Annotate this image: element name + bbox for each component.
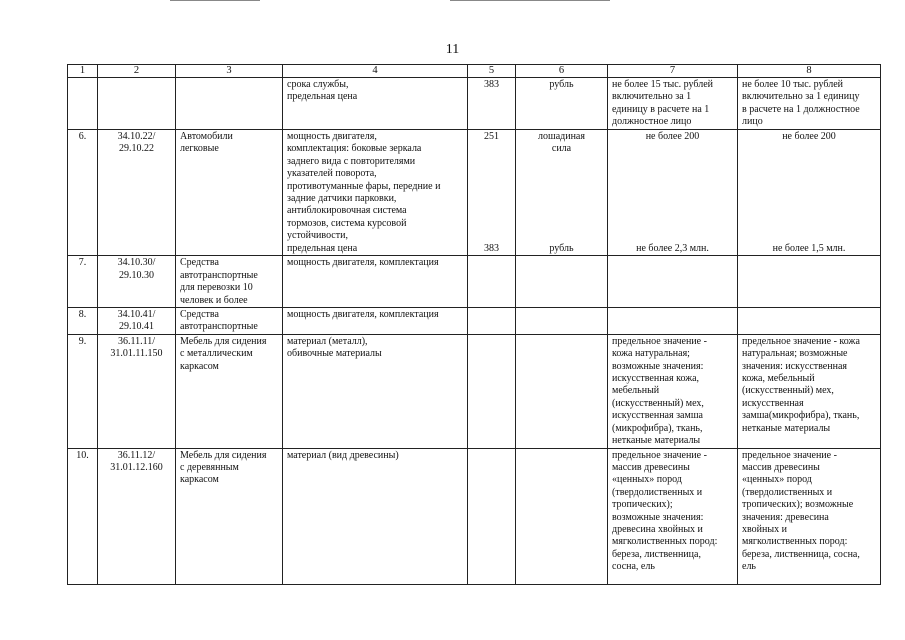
okei-code — [468, 130, 516, 256]
okei-code — [468, 448, 516, 584]
item-name: Мебель для сидения с металлическим каркасом — [176, 334, 283, 448]
row-number: 7. — [68, 256, 98, 308]
value-col8 — [738, 130, 881, 256]
value-col8-price: не более 1,5 млн. — [772, 243, 846, 254]
item-name — [176, 78, 283, 130]
unit-name: рубль — [516, 78, 608, 130]
okei-code: 383 — [468, 78, 516, 130]
col-header-1: 1 — [68, 65, 98, 78]
item-name: Средства автотранспортные — [176, 308, 283, 335]
value-col7 — [608, 308, 738, 335]
okpd-code: 34.10.30/ 29.10.30 — [98, 256, 176, 308]
value-col8: предельное значение - массив древесины «ценных» пород (твердолиственных и тропических); возможные значения: древесина хвойных и мягколиственных пород: береза, лиственница, сосна, ель — [738, 448, 881, 584]
col-header-6: 6 — [516, 65, 608, 78]
unit-name — [516, 334, 608, 448]
characteristic: материал (металл), обивочные материалы — [283, 334, 468, 448]
col-header-4: 4 — [283, 65, 468, 78]
okpd-code: 36.11.11/ 31.01.11.150 — [98, 334, 176, 448]
table-row — [68, 448, 881, 584]
value-col7-price: не более 2,3 млн. — [636, 243, 709, 254]
value-col7-power: не более 200 — [645, 131, 700, 142]
col-header-2: 2 — [98, 65, 176, 78]
page-number: 11 — [445, 42, 460, 57]
row-number — [68, 78, 98, 130]
column-number-row — [68, 65, 881, 78]
item-name: Средства автотранспортные для перевозки 10 человек и более — [176, 256, 283, 308]
value-col8 — [738, 308, 881, 335]
okei-code — [468, 308, 516, 335]
okpd-code — [98, 78, 176, 130]
unit-name — [516, 130, 608, 256]
table-row — [68, 308, 881, 335]
col-header-8: 8 — [738, 65, 881, 78]
table-row — [68, 256, 881, 308]
okpd-code: 34.10.22/ 29.10.22 — [98, 130, 176, 256]
scan-top-line-right — [450, 0, 610, 1]
value-col7: не более 15 тыс. рублей включительно за 1 единицу в расчете на 1 должностное лицо — [608, 78, 738, 130]
value-col8-power: не более 200 — [782, 131, 836, 142]
characteristic: мощность двигателя, комплектация — [283, 308, 468, 335]
unit-name — [516, 448, 608, 584]
col-header-5: 5 — [468, 65, 516, 78]
characteristics-table — [67, 64, 881, 585]
okpd-code: 34.10.41/ 29.10.41 — [98, 308, 176, 335]
characteristic: срока службы, предельная цена — [283, 78, 468, 130]
table-row — [68, 334, 881, 448]
value-col7 — [608, 256, 738, 308]
okei-code-price: 383 — [484, 243, 499, 254]
table-row — [68, 130, 881, 256]
value-col8: предельное значение - кожа натуральная; возможные значения: искусственная кожа, мебельный (искусственный) мех, искусственная замша(микрофибра), ткань, нетканые материалы — [738, 334, 881, 448]
okpd-code: 36.11.12/ 31.01.12.160 — [98, 448, 176, 584]
col-header-7: 7 — [608, 65, 738, 78]
value-col8: не более 10 тыс. рублей включительно за 1 единицу в расчете на 1 должностное лицо — [738, 78, 881, 130]
characteristic-main: мощность двигателя, комплектация: боковые зеркала заднего вида с повторителями указателей поворота, противотуманные фары, передние и задние датчики парковки, антиблокировочная система тормозов, система курсовой устойчивости, — [287, 131, 441, 242]
col-header-3: 3 — [176, 65, 283, 78]
value-col8 — [738, 256, 881, 308]
scan-top-line-left — [170, 0, 260, 1]
unit-name — [516, 308, 608, 335]
okei-code — [468, 256, 516, 308]
row-number: 10. — [68, 448, 98, 584]
row-number: 9. — [68, 334, 98, 448]
okei-code-power: 251 — [484, 131, 499, 142]
row-number: 6. — [68, 130, 98, 256]
unit-name — [516, 256, 608, 308]
value-col7 — [608, 130, 738, 256]
row-number: 8. — [68, 308, 98, 335]
okei-code — [468, 334, 516, 448]
value-col7: предельное значение - кожа натуральная; возможные значения: искусственная кожа, мебельный (искусственный) мех, искусственная замша (микрофибра), ткань, нетканые материалы — [608, 334, 738, 448]
characteristic-price: предельная цена — [287, 242, 358, 254]
item-name: Автомобили легковые — [176, 130, 283, 256]
unit-power: лошадиная сила — [538, 131, 585, 155]
table-row — [68, 78, 881, 130]
characteristic — [283, 130, 468, 256]
characteristic: мощность двигателя, комплектация — [283, 256, 468, 308]
value-col7: предельное значение - массив древесины «ценных» пород (твердолиственных и тропических); возможные значения: древесина хвойных и мягколиственных пород: береза, лиственница, сосна, ель — [608, 448, 738, 584]
characteristic: материал (вид древесины) — [283, 448, 468, 584]
item-name: Мебель для сидения с деревянным каркасом — [176, 448, 283, 584]
unit-price: рубль — [549, 243, 574, 254]
